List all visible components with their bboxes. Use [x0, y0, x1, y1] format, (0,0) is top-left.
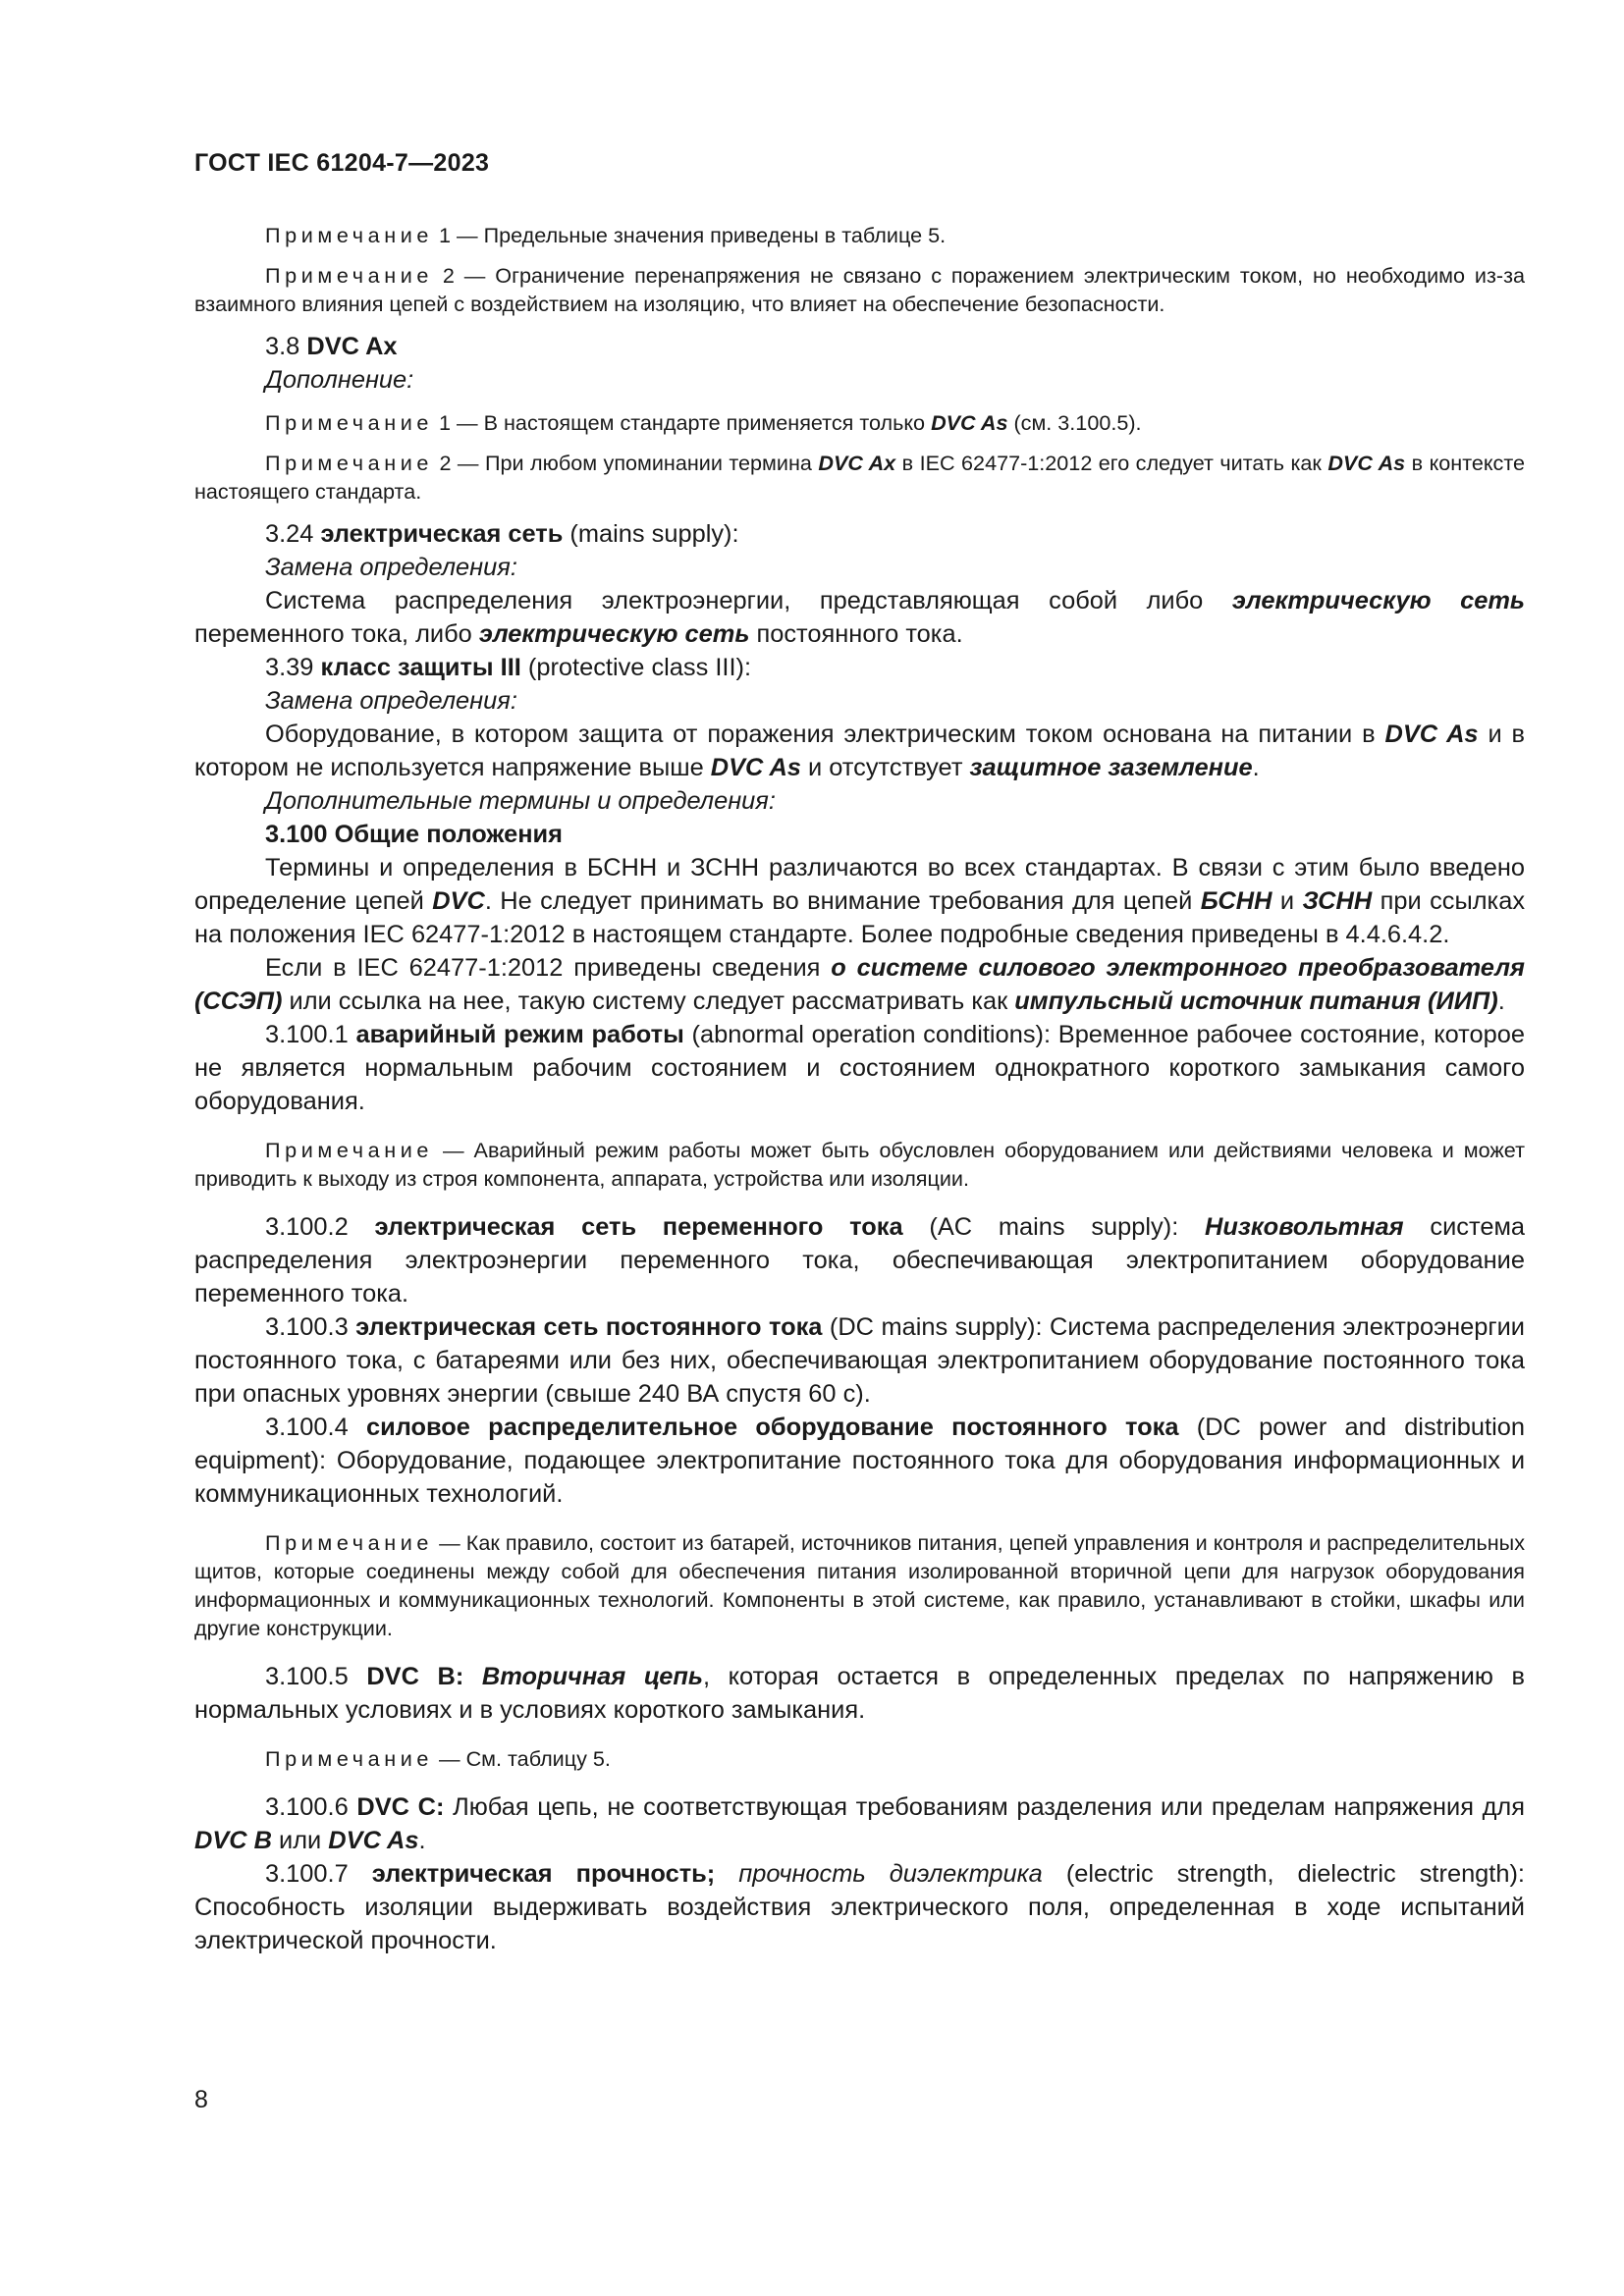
- note-label: Примечание: [265, 263, 433, 288]
- section-3-8-note-1: Примечание 1 — В настоящем стандарте применяется только DVC As (см. 3.100.5).: [265, 410, 1142, 435]
- document-header: ГОСТ IEC 61204-7—2023: [194, 149, 490, 177]
- page-number: 8: [194, 2086, 208, 2113]
- note-label: Примечание: [265, 223, 433, 247]
- section-3-24-heading: 3.24 электрическая сеть (mains supply):: [265, 520, 739, 548]
- section-3-8-note-2: Примечание 2 — При любом упоминании термина DVC Ax в IEC 62477-1:2012 его следует читать как DVC As в контексте настоящего стандарта.: [194, 451, 1525, 504]
- section-3-100-title: 3.100 Общие положения: [265, 821, 563, 848]
- section-3-100-5: 3.100.5 DVC B: Вторичная цепь, которая остается в определенных пределах по напряжению в нормальных условиях и в условиях короткого замыкания.: [194, 1663, 1525, 1724]
- note-2: Примечание 2 — Ограничение перенапряжения не связано с поражением электрическим током, но необходимо из-за взаимного влияния цепей с воздействием на изоляцию, что влияет на обеспечение безопасности.: [194, 263, 1525, 316]
- section-3-39-heading: 3.39 класс защиты III (protective class III):: [265, 654, 752, 681]
- section-3-100-paragraph-1: Термины и определения в БСНН и ЗСНН различаются во всех стандартах. В связи с этим было введено определение цепей DVC. Не следует принимать во внимание требования для цепей БСНН и ЗСНН при ссылках на положения IEC 62477-1:2012 в настоящем стандарте. Более подробные сведения приведены в 4.4.6.4.2.: [194, 854, 1526, 948]
- section-3-100-2: 3.100.2 электрическая сеть переменного тока (AC mains supply): Низковольтная система распределения электроэнергии переменного тока, обеспечивающая электропитанием оборудование переменного тока.: [194, 1213, 1526, 1308]
- section-3-100-3: 3.100.3 электрическая сеть постоянного тока (DC mains supply): Система распределения электроэнергии постоянного тока, с батареями или без них, обеспечивающая электропитанием оборудование постоянного тока при опасных уровнях энергии (свыше 240 ВА спустя 60 с).: [194, 1313, 1525, 1408]
- section-3-100-5-note: Примечание — См. таблицу 5.: [265, 1746, 611, 1771]
- section-3-8-subheading: Дополнение:: [265, 366, 414, 394]
- section-3-39-definition: Оборудование, в котором защита от поражения электрическим током основана на питании в DVC As и в котором не используется напряжение выше DVC As и отсутствует защитное заземление.: [194, 721, 1526, 781]
- section-3-100-1-note: Примечание — Аварийный режим работы может быть обусловлен оборудованием или действиями человека и может приводить к выходу из строя компонента, аппарата, устройства или изоляции.: [194, 1138, 1525, 1191]
- section-3-100-7: 3.100.7 электрическая прочность; прочность диэлектрика (electric strength, dielectric strength): Способность изоляции выдерживать воздействия электрического поля, определенная в ходе испытаний электрической прочности.: [194, 1860, 1525, 1954]
- section-3-8-heading: 3.8 DVC Ax: [265, 333, 398, 360]
- section-3-24-definition: Система распределения электроэнергии, представляющая собой либо электрическую сеть переменного тока, либо электрическую сеть постоянного тока.: [194, 587, 1525, 648]
- note-1: Примечание 1 — Предельные значения приведены в таблице 5.: [265, 223, 947, 247]
- section-3-100-4: 3.100.4 силовое распределительное оборудование постоянного тока (DC power and distribution equipment): Оборудование, подающее электропитание постоянного тока для оборудования информационных и коммуникационных технологий.: [194, 1414, 1525, 1508]
- section-3-100-6: 3.100.6 DVC C: Любая цепь, не соответствующая требованиям разделения или пределам напряжения для DVC B или DVC As.: [194, 1793, 1525, 1854]
- additional-terms-heading: Дополнительные термины и определения:: [265, 787, 776, 815]
- section-3-100-4-note: Примечание — Как правило, состоит из батарей, источников питания, цепей управления и контроля и распределительных щитов, которые соединены между собой для обеспечения питания изолированной вторичной цепи для нагрузок оборудования информационных и коммуникационных технологий. Компоненты в этой системе, как правило, устанавливают в стойки, шкафы или другие конструкции.: [194, 1530, 1525, 1640]
- section-3-100-paragraph-2: Если в IEC 62477-1:2012 приведены сведения о системе силового электронного преобразователя (ССЭП) или ссылка на нее, такую систему следует рассматривать как импульсный источник питания (ИИП).: [194, 954, 1525, 1015]
- section-3-39-subheading: Замена определения:: [265, 687, 517, 715]
- section-3-100-1: 3.100.1 аварийный режим работы (abnormal operation conditions): Временное рабочее состояние, которое не является нормальным рабочим состоянием и состоянием однократного короткого замыкания самого оборудования.: [194, 1021, 1525, 1115]
- section-3-24-subheading: Замена определения:: [265, 554, 517, 581]
- document-body: [194, 221, 1525, 1957]
